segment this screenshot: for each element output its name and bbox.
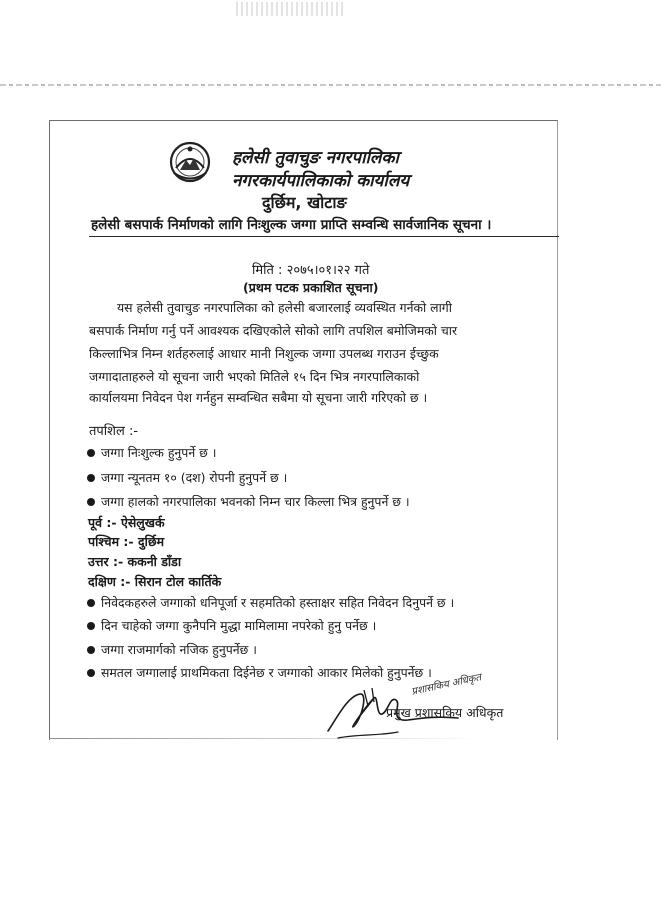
bullet-icon bbox=[87, 449, 95, 457]
bullet-icon bbox=[87, 599, 95, 607]
condition-item bbox=[87, 444, 217, 461]
bullet-icon bbox=[87, 474, 95, 482]
condition-item bbox=[87, 469, 287, 486]
condition-item bbox=[87, 594, 454, 611]
boundary-south: दक्षिण :- सिरान टोल कार्तिके bbox=[88, 574, 222, 589]
publication-label: (प्रथम पटक प्रकाशित सूचना) bbox=[243, 280, 379, 295]
condition-text: समतल जग्गालाई प्राथमिकता दिईनेछ र जग्गाको आकार मिलेको हुनुपर्नेछ । bbox=[101, 665, 432, 680]
condition-text: निवेदकहरुले जग्गाको धनिपूर्जा र सहमतिको हस्ताक्षर सहित निवेदन दिनुपर्ने छ । bbox=[101, 595, 455, 610]
office-name: नगरकार्यपालिकाको कार्यालय bbox=[232, 171, 410, 191]
bullet-icon bbox=[87, 669, 95, 677]
bullet-icon bbox=[87, 646, 95, 654]
body-line-2: बसपार्क निर्माण गर्नु पर्ने आवश्यक दखिएकोले सोको लागि तपशिल बमोजिमको चार bbox=[89, 323, 458, 338]
notice-subject: हलेसी बसपार्क निर्माणको लागि निःशुल्क जग्गा प्राप्ति सम्वन्धि सार्वजानिक सूचना । bbox=[89, 213, 559, 237]
condition-text: जग्गा राजमार्गको नजिक हुनुपर्नेछ । bbox=[101, 642, 257, 657]
nepal-emblem-icon bbox=[168, 140, 212, 184]
office-location: दुर्छिम, खोटाङ bbox=[262, 193, 347, 212]
notice-frame-bottom bbox=[49, 738, 558, 739]
scan-fold-line bbox=[0, 84, 661, 86]
condition-text: जग्गा हालको नगरपालिका भवनको निम्न चार किल्ला भित्र हुनुपर्ने छ । bbox=[101, 494, 410, 509]
boundary-west: पश्चिम :- दुर्छिम bbox=[88, 534, 165, 549]
condition-text: दिन चाहेको जग्गा कुनैपनि मुद्धा मामिलामा नपरेको हुनु पर्नेछ । bbox=[101, 618, 377, 633]
officer-title: प्रमुख प्रशासकिय अधिकृत bbox=[386, 705, 504, 720]
scan-artifact-top bbox=[0, 0, 661, 95]
body-line-3: किल्लाभित्र निम्न शर्तहरुलाई आधार मानी निशुल्क जग्गा उपलब्ध गराउन ईच्छुक bbox=[89, 346, 439, 361]
municipality-name: हलेसी तुवाचुङ नगरपालिका bbox=[232, 148, 399, 168]
condition-text: जग्गा न्यूनतम १० (दश) रोपनी हुनुपर्ने छ । bbox=[101, 470, 288, 485]
bullet-icon bbox=[87, 498, 95, 506]
boundary-north: उत्तर :- ककनी डाँडा bbox=[88, 554, 182, 569]
details-title: तपशिल :- bbox=[89, 424, 139, 439]
official-stamp-text: प्रशासकिय अधिकृत bbox=[410, 672, 483, 698]
condition-item bbox=[87, 641, 257, 658]
notice-date: मिति : २०७५।०१।२२ गते bbox=[252, 263, 370, 278]
body-line-1: यस हलेसी तुवाचुङ नगरपालिका को हलेसी बजारलाई व्यवस्थित गर्नको लागी bbox=[117, 300, 452, 315]
body-line-5: कार्यालयमा निवेदन पेश गर्नहुन सम्वन्धित सबैमा यो सूचना जारी गरिएको छ । bbox=[89, 390, 428, 405]
boundary-east: पूर्व :- ऐसेलुखर्क bbox=[88, 515, 165, 530]
scan-smudge bbox=[236, 2, 346, 16]
condition-item bbox=[87, 617, 376, 634]
condition-text: जग्गा निःशुल्क हुनुपर्ने छ । bbox=[101, 445, 217, 460]
condition-item bbox=[87, 493, 410, 510]
body-line-4: जग्गादाताहरुले यो सूचना जारी भएको मितिले १५ दिन भित्र नगरपालिकाको bbox=[89, 369, 420, 384]
bullet-icon bbox=[87, 622, 95, 630]
